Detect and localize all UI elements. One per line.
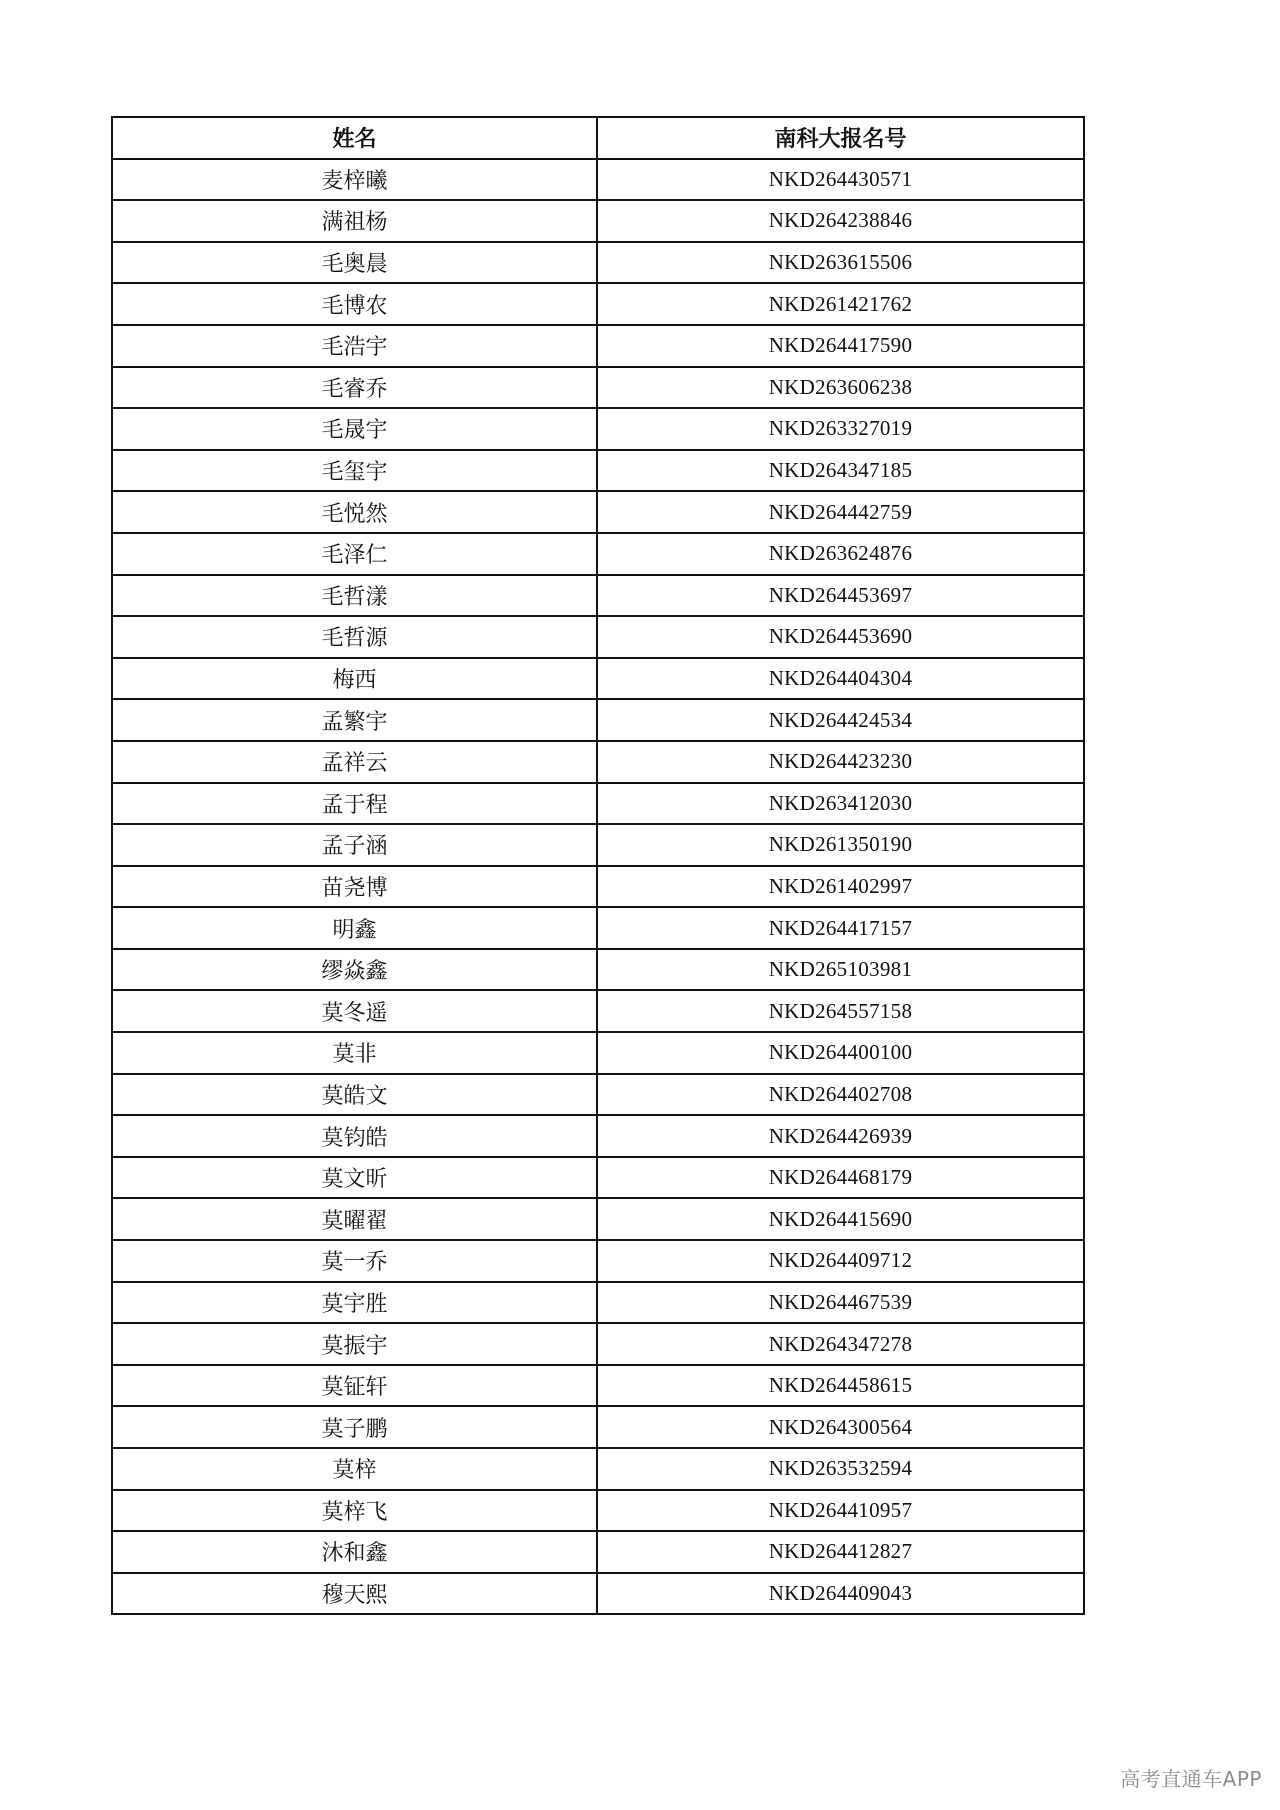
table-row xyxy=(112,741,1084,783)
student-name-cell: 毛哲漾 xyxy=(112,575,597,617)
table-row xyxy=(112,450,1084,492)
registration-id-cell: NKD264415690 xyxy=(597,1198,1084,1240)
registration-id-cell: NKD264453690 xyxy=(597,616,1084,658)
table-row xyxy=(112,866,1084,908)
registration-id-cell: NKD264426939 xyxy=(597,1115,1084,1157)
registration-id-cell: NKD261421762 xyxy=(597,283,1084,325)
student-name-cell: 孟祥云 xyxy=(112,741,597,783)
table-row xyxy=(112,616,1084,658)
table-row xyxy=(112,491,1084,533)
table-row xyxy=(112,283,1084,325)
student-name-cell: 毛睿乔 xyxy=(112,367,597,409)
student-name-cell: 莫钧皓 xyxy=(112,1115,597,1157)
registration-id-cell: NKD264453697 xyxy=(597,575,1084,617)
student-name-cell: 莫钲轩 xyxy=(112,1365,597,1407)
student-name-cell: 毛浩宇 xyxy=(112,325,597,367)
student-name-cell: 莫曜翟 xyxy=(112,1198,597,1240)
student-name-cell: 毛晟宇 xyxy=(112,408,597,450)
student-name-cell: 莫梓 xyxy=(112,1448,597,1490)
student-name-cell: 莫振宇 xyxy=(112,1323,597,1365)
student-name-cell: 孟子涵 xyxy=(112,824,597,866)
table-row xyxy=(112,408,1084,450)
registration-id-cell: NKD265103981 xyxy=(597,949,1084,991)
student-name-cell: 满祖杨 xyxy=(112,200,597,242)
student-name-cell: 穆天熙 xyxy=(112,1573,597,1615)
student-name-cell: 莫宇胜 xyxy=(112,1282,597,1324)
registration-id-cell: NKD264417157 xyxy=(597,907,1084,949)
registration-id-cell: NKD264424534 xyxy=(597,699,1084,741)
registration-id-cell: NKD264347278 xyxy=(597,1323,1084,1365)
table-row xyxy=(112,1157,1084,1199)
student-name-cell: 毛玺宇 xyxy=(112,450,597,492)
registration-id-cell: NKD264430571 xyxy=(597,159,1084,201)
table-row xyxy=(112,1573,1084,1615)
registration-id-cell: NKD264423230 xyxy=(597,741,1084,783)
student-name-cell: 莫文昕 xyxy=(112,1157,597,1199)
table-row xyxy=(112,533,1084,575)
registration-id-cell: NKD264442759 xyxy=(597,491,1084,533)
table-row xyxy=(112,1198,1084,1240)
table-row xyxy=(112,1448,1084,1490)
student-name-cell: 毛奥晨 xyxy=(112,242,597,284)
student-name-cell: 缪焱鑫 xyxy=(112,949,597,991)
student-name-cell: 莫非 xyxy=(112,1032,597,1074)
watermark: 高考直通车APP xyxy=(1120,1767,1262,1791)
table-row xyxy=(112,783,1084,825)
table-row xyxy=(112,1032,1084,1074)
student-name-cell: 孟繁宇 xyxy=(112,699,597,741)
registration-id-cell: NKD264412827 xyxy=(597,1531,1084,1573)
registration-id-cell: NKD264409712 xyxy=(597,1240,1084,1282)
table-row xyxy=(112,1240,1084,1282)
student-name-cell: 毛博农 xyxy=(112,283,597,325)
registration-id-cell: NKD263412030 xyxy=(597,783,1084,825)
table-header-row xyxy=(112,117,1084,159)
registration-id-cell: NKD263615506 xyxy=(597,242,1084,284)
registration-id-cell: NKD264300564 xyxy=(597,1406,1084,1448)
table-row xyxy=(112,575,1084,617)
student-name-cell: 莫梓飞 xyxy=(112,1490,597,1532)
table-row xyxy=(112,1531,1084,1573)
table-row xyxy=(112,159,1084,201)
registration-id-cell: NKD264409043 xyxy=(597,1573,1084,1615)
student-name-cell: 莫皓文 xyxy=(112,1074,597,1116)
student-name-cell: 莫子鹏 xyxy=(112,1406,597,1448)
table-row xyxy=(112,949,1084,991)
table-row xyxy=(112,1365,1084,1407)
table-row xyxy=(112,1406,1084,1448)
column-header-registration-id: 南科大报名号 xyxy=(597,117,1084,159)
student-name-cell: 毛哲源 xyxy=(112,616,597,658)
table-row xyxy=(112,907,1084,949)
table-row xyxy=(112,1074,1084,1116)
registration-id-cell: NKD264468179 xyxy=(597,1157,1084,1199)
registration-id-cell: NKD263606238 xyxy=(597,367,1084,409)
table-row xyxy=(112,1282,1084,1324)
table-row xyxy=(112,200,1084,242)
table-row xyxy=(112,1323,1084,1365)
registration-id-cell: NKD264557158 xyxy=(597,990,1084,1032)
registration-id-cell: NKD264467539 xyxy=(597,1282,1084,1324)
student-name-cell: 沐和鑫 xyxy=(112,1531,597,1573)
registration-id-cell: NKD264400100 xyxy=(597,1032,1084,1074)
registration-id-cell: NKD261350190 xyxy=(597,824,1084,866)
student-name-cell: 毛泽仁 xyxy=(112,533,597,575)
student-name-cell: 毛悦然 xyxy=(112,491,597,533)
table-row xyxy=(112,1490,1084,1532)
student-name-cell: 莫冬遥 xyxy=(112,990,597,1032)
registration-id-cell: NKD264347185 xyxy=(597,450,1084,492)
student-name-cell: 孟于程 xyxy=(112,783,597,825)
column-header-name: 姓名 xyxy=(112,117,597,159)
table-body xyxy=(112,159,1084,1615)
table-row xyxy=(112,242,1084,284)
student-name-cell: 苗尧博 xyxy=(112,866,597,908)
table-row xyxy=(112,990,1084,1032)
registration-id-cell: NKD263327019 xyxy=(597,408,1084,450)
registration-id-cell: NKD264402708 xyxy=(597,1074,1084,1116)
admission-roster-table xyxy=(111,116,1085,1615)
registration-id-cell: NKD263532594 xyxy=(597,1448,1084,1490)
student-name-cell: 明鑫 xyxy=(112,907,597,949)
registration-id-cell: NKD263624876 xyxy=(597,533,1084,575)
registration-id-cell: NKD264458615 xyxy=(597,1365,1084,1407)
student-name-cell: 梅西 xyxy=(112,658,597,700)
table-row xyxy=(112,658,1084,700)
registration-id-cell: NKD264410957 xyxy=(597,1490,1084,1532)
registration-id-cell: NKD264238846 xyxy=(597,200,1084,242)
registration-id-cell: NKD264404304 xyxy=(597,658,1084,700)
table-row xyxy=(112,325,1084,367)
table-row xyxy=(112,699,1084,741)
registration-id-cell: NKD261402997 xyxy=(597,866,1084,908)
student-name-cell: 麦梓曦 xyxy=(112,159,597,201)
student-name-cell: 莫一乔 xyxy=(112,1240,597,1282)
table-row xyxy=(112,1115,1084,1157)
registration-id-cell: NKD264417590 xyxy=(597,325,1084,367)
table-row xyxy=(112,824,1084,866)
table-row xyxy=(112,367,1084,409)
